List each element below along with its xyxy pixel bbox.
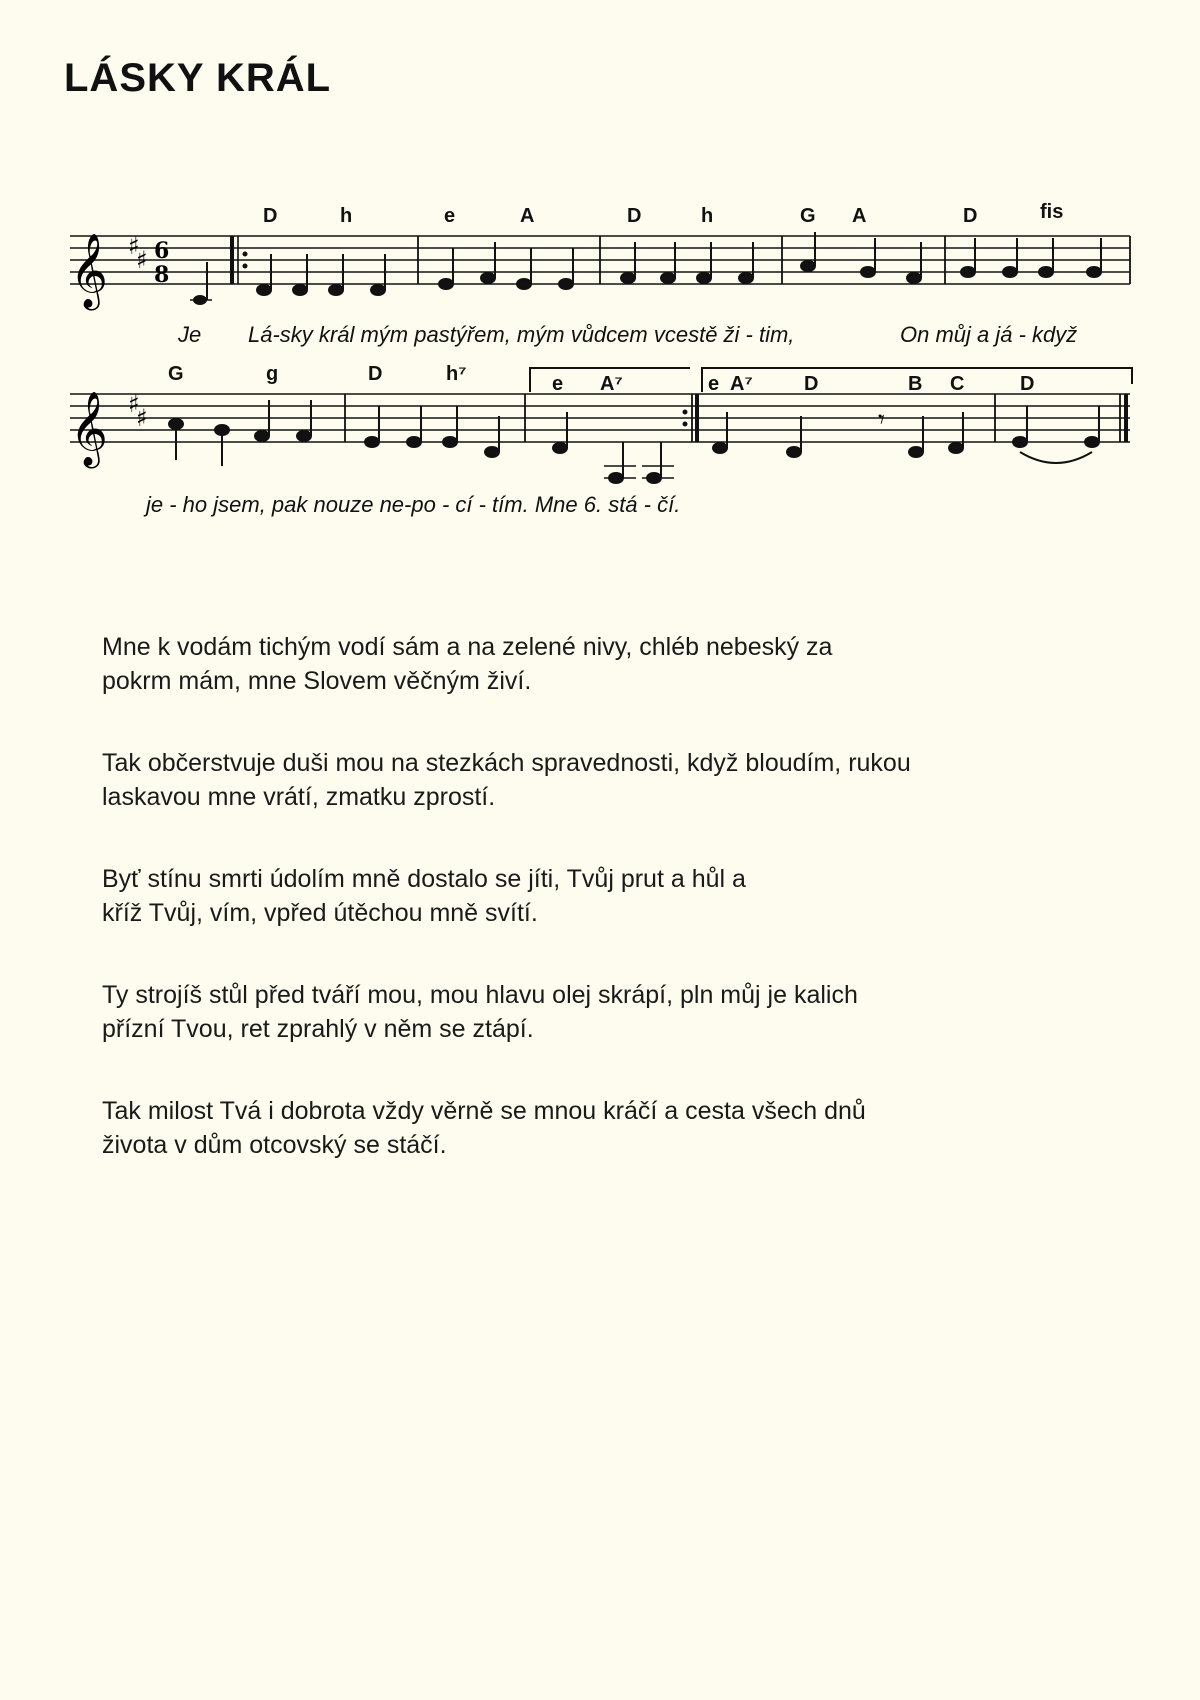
- chord-symbol: C: [950, 373, 965, 395]
- staff-row-2: [70, 363, 1132, 517]
- chord-symbol: A⁷: [600, 373, 623, 395]
- chord-symbol: A: [852, 205, 867, 227]
- lyric-line: On můj a já - když: [900, 322, 1078, 347]
- chord-symbol: h: [701, 205, 714, 227]
- treble-clef-icon: 𝄞: [70, 234, 108, 308]
- chord-symbol: G: [168, 363, 184, 385]
- chord-symbol: A: [520, 205, 535, 227]
- svg-text:♯: ♯: [136, 246, 148, 274]
- chord-symbol: A⁷: [730, 373, 753, 395]
- verse-line: Ty strojíš stůl před tváří mou, mou hlavu olej skrápí, pln můj je kalich: [102, 981, 858, 1009]
- verse-line: přízní Tvou, ret zprahlý v něm se ztápí.: [102, 1015, 534, 1043]
- chord-symbol: G: [800, 205, 816, 227]
- verse-line: života v dům otcovský se stáčí.: [102, 1131, 447, 1159]
- lyric-line: Je: [178, 322, 202, 347]
- chord-symbol: fis: [1040, 201, 1064, 223]
- svg-text:𝄾: 𝄾: [878, 405, 885, 435]
- song-title: LÁSKY KRÁL: [64, 56, 332, 100]
- chord-symbol: D: [1020, 373, 1035, 395]
- verse-line: pokrm mám, mne Slovem věčným živí.: [102, 667, 532, 695]
- svg-text:♯: ♯: [128, 232, 140, 260]
- chord-symbol: g: [266, 363, 279, 385]
- chord-symbol: e: [444, 205, 456, 227]
- chord-symbol: h⁷: [446, 363, 467, 385]
- verse: [102, 978, 1142, 1046]
- chord-symbol: h: [340, 205, 353, 227]
- verse-line: Tak milost Tvá i dobrota vždy věrně se mnou kráčí a cesta všech dnů: [102, 1097, 866, 1125]
- svg-text:8: 8: [154, 262, 170, 288]
- chord-symbol: B: [908, 373, 923, 395]
- verse: [102, 862, 1142, 930]
- verse: [102, 630, 1142, 698]
- chord-symbol: e: [708, 373, 720, 395]
- verse-line: kříž Tvůj, vím, vpřed útěchou mně svítí.: [102, 899, 538, 927]
- svg-text:6: 6: [154, 238, 170, 264]
- chord-symbol: D: [627, 205, 642, 227]
- verse: [102, 746, 1142, 814]
- svg-text:♯: ♯: [128, 390, 140, 418]
- svg-text:♯: ♯: [136, 404, 148, 432]
- chord-symbol: D: [368, 363, 383, 385]
- sheet-music: [0, 0, 1200, 540]
- verse: [102, 1094, 1142, 1162]
- lyric-line: Lá-sky král mým pastýřem, mým vůdcem vcestě ži - tim,: [248, 322, 795, 347]
- lyric-line: je - ho jsem, pak nouze ne-po - cí - tím. Mne 6. stá - čí.: [146, 492, 681, 517]
- staff-row-1: [70, 201, 1130, 347]
- verses: [102, 630, 1142, 1210]
- chord-symbol: D: [963, 205, 978, 227]
- treble-clef-icon: 𝄞: [70, 392, 108, 466]
- verse-line: Tak občerstvuje duši mou na stezkách spravednosti, když bloudím, rukou: [102, 749, 911, 777]
- verse-line: laskavou mne vrátí, zmatku zprostí.: [102, 783, 496, 811]
- verse-line: Byť stínu smrti údolím mně dostalo se jíti, Tvůj prut a hůl a: [102, 865, 746, 893]
- chord-symbol: D: [804, 373, 819, 395]
- chord-symbol: e: [552, 373, 564, 395]
- verse-line: Mne k vodám tichým vodí sám a na zelené nivy, chléb nebeský za: [102, 633, 833, 661]
- chord-symbol: D: [263, 205, 278, 227]
